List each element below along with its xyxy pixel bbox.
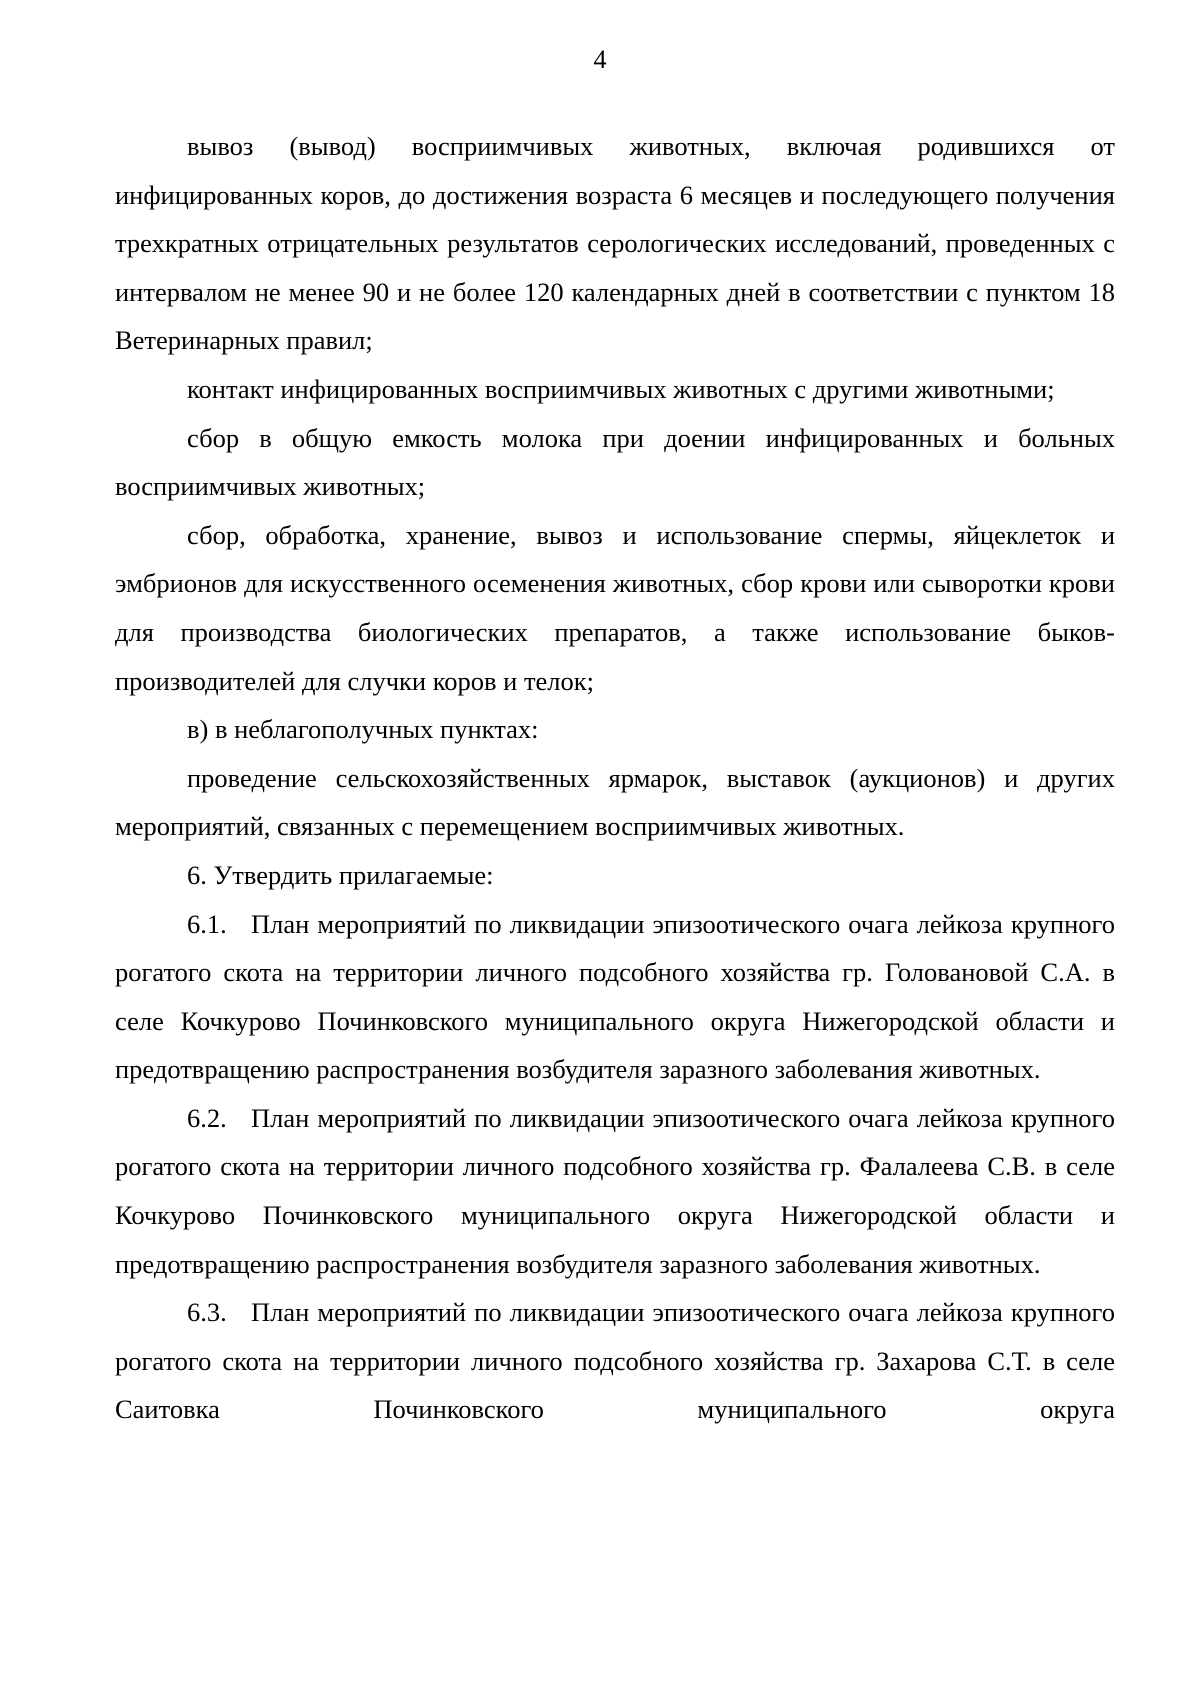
paragraph-fairs-and-exhibitions: проведение сельскохозяйственных ярмарок, выставок (аукционов) и других мероприятий, связанных с перемещением восприимчивых животных. — [115, 762, 1115, 842]
paragraph-plan-6-2: 6.2. План мероприятий по ликвидации эпизоотического очага лейкоза крупного рогатого скота на территории личного подсобного хозяйства гр. Фалалеева С.В. в селе Кочкурово Починковского муниципального округа Нижегородской области и предотвращению распространения возбудителя заразного заболевания животных. — [115, 1102, 1115, 1279]
paragraph-sperm-and-embryos: сбор, обработка, хранение, вывоз и использование спермы, яйцеклеток и эмбрионов для искусственного осеменения животных, сбор крови или сыворотки крови для производства биологических препаратов, а также использование быков-производителей для случки коров и телок; — [115, 519, 1115, 696]
document-body — [115, 122, 1115, 1434]
paragraph-contact-of-animals: контакт инфицированных восприимчивых животных с другими животными; — [187, 373, 1055, 404]
paragraph-plan-6-1: 6.1. План мероприятий по ликвидации эпизоотического очага лейкоза крупного рогатого скота на территории личного подсобного хозяйства гр. Головановой С.А. в селе Кочкурово Починковского муниципального округа Нижегородской области и предотвращению распространения возбудителя заразного заболевания животных. — [115, 908, 1115, 1085]
paragraph-approve-attached: 6. Утвердить прилагаемые: — [187, 859, 494, 890]
paragraph-plan-6-3: 6.3. План мероприятий по ликвидации эпизоотического очага лейкоза крупного рогатого скота на территории личного подсобного хозяйства гр. Захарова С.Т. в селе Саитовка Починковского муниципального округа — [115, 1297, 1115, 1425]
page-number: 4 — [593, 45, 607, 74]
paragraph-unfavorable-points: в) в неблагополучных пунктах: — [187, 714, 539, 745]
paragraph-removal-of-animals: вывоз (вывод) восприимчивых животных, включая родившихся от инфицированных коров, до достижения возраста 6 месяцев и последующего получения трехкратных отрицательных результатов серологических исследований, проведенных с интервалом не менее 90 и не более 120 календарных дней в соответствии с пунктом 18 Ветеринарных правил; — [115, 131, 1115, 356]
paragraph-milk-collection: сбор в общую емкость молока при доении инфицированных и больных восприимчивых животных; — [115, 422, 1115, 502]
